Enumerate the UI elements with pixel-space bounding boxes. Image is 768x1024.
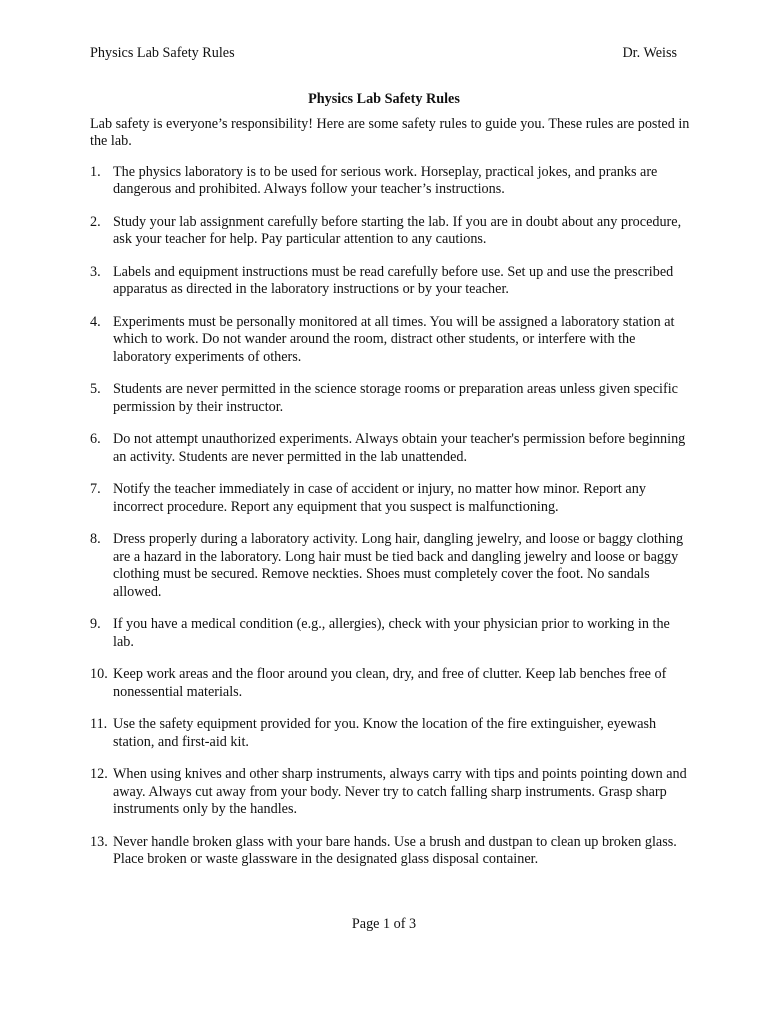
rule-number: 9. (90, 616, 101, 633)
rule-item (90, 531, 690, 601)
rule-item (90, 766, 690, 818)
rule-text: Dress properly during a laboratory activity. Long hair, dangling jewelry, and loose or baggy clothing are a hazard in the laboratory. Long hair must be tied back and dangling jewelry and loose or baggy clothing must be secured. Remove neckties. Shoes must completely cover the foot. No sandals allowed. (113, 531, 684, 600)
rule-item (90, 264, 690, 299)
page-number: Page 1 of 3 (351, 916, 417, 932)
rule-number: 13. (90, 833, 108, 850)
rule-text: Use the safety equipment provided for you. Know the location of the fire extinguisher, eyewash station, and first-aid kit. (113, 716, 657, 750)
rule-item (90, 716, 690, 751)
rule-text: If you have a medical condition (e.g., allergies), check with your physician prior to working in the lab. (113, 616, 670, 650)
rule-text: Keep work areas and the floor around you clean, dry, and free of clutter. Keep lab benches free of nonessential materials. (113, 666, 667, 700)
rule-item (90, 666, 690, 701)
rule-item (90, 381, 690, 416)
running-header-title: Physics Lab Safety Rules (90, 45, 235, 61)
rule-text: Do not attempt unauthorized experiments. Always obtain your teacher's permission before beginning an activity. Students are never permitted in the lab unattended. (113, 431, 686, 465)
rule-text: Experiments must be personally monitored at all times. You will be assigned a laboratory station at which to work. Do not wander around the room, distract other students, or interfere with the laboratory experiments of others. (113, 314, 675, 365)
rule-number: 4. (90, 314, 101, 330)
rule-item (90, 616, 690, 651)
rule-number: 12. (90, 766, 108, 783)
rule-number: 6. (90, 431, 101, 448)
rule-item (90, 314, 690, 366)
intro-paragraph: Lab safety is everyone’s responsibility! Here are some safety rules to guide you. These rules are posted in the lab. (90, 116, 690, 150)
rule-text: When using knives and other sharp instruments, always carry with tips and points pointing down and away. Always cut away from your body. Never try to catch falling sharp instruments. Grasp sharp instruments only by the handles. (113, 766, 687, 818)
rule-text: Study your lab assignment carefully before starting the lab. If you are in doubt about any procedure, ask your teacher for help. Pay particular attention to any cautions. (113, 214, 682, 248)
rule-number: 2. (90, 214, 101, 230)
rule-number: 1. (90, 164, 101, 180)
rule-item (90, 214, 690, 249)
rules-list (90, 164, 690, 884)
rule-text: Students are never permitted in the science storage rooms or preparation areas unless given specific permission by their instructor. (113, 381, 678, 415)
rule-item (90, 431, 690, 466)
rule-number: 3. (90, 264, 101, 280)
rule-item (90, 834, 690, 869)
rule-number: 7. (90, 481, 101, 498)
rule-text: Labels and equipment instructions must be read carefully before use. Set up and use the prescribed apparatus as directed in the laboratory instructions or by your teacher. (113, 264, 674, 298)
rule-item (90, 481, 690, 516)
rule-number: 8. (90, 531, 101, 548)
rule-text: The physics laboratory is to be used for serious work. Horseplay, practical jokes, and pranks are dangerous and prohibited. Always follow your teacher’s instructions. (113, 164, 658, 198)
rule-number: 10. (90, 666, 108, 683)
rule-number: 5. (90, 381, 101, 398)
rule-text: Never handle broken glass with your bare hands. Use a brush and dustpan to clean up broken glass. Place broken or waste glassware in the designated glass disposal container. (113, 833, 677, 868)
rule-item (90, 164, 690, 199)
rule-number: 11. (90, 716, 108, 733)
running-header-author: Dr. Weiss (622, 45, 677, 61)
page-title: Physics Lab Safety Rules (308, 91, 460, 107)
rule-text: Notify the teacher immediately in case of accident or injury, no matter how minor. Report any incorrect procedure. Report any equipment that you suspect is malfunctioning. (113, 481, 646, 515)
